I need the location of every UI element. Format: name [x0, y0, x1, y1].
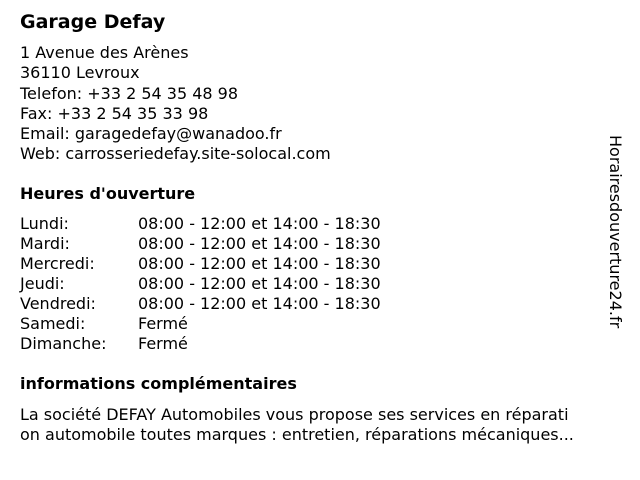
address-line-1: 1 Avenue des Arènes [20, 43, 189, 62]
business-name: Garage Defay [20, 11, 166, 33]
day-label: Mercredi: [20, 254, 95, 273]
day-hours: 08:00 - 12:00 et 14:00 - 18:30 [138, 274, 381, 293]
site-watermark: Horairesdouverture24.fr [606, 135, 625, 329]
day-hours: 08:00 - 12:00 et 14:00 - 18:30 [138, 214, 381, 233]
info-text-line-2: on automobile toutes marques : entretien, réparations mécaniques... [20, 425, 574, 444]
day-label: Mardi: [20, 234, 70, 253]
info-heading: informations complémentaires [20, 374, 297, 393]
day-hours: 08:00 - 12:00 et 14:00 - 18:30 [138, 254, 381, 273]
day-hours: 08:00 - 12:00 et 14:00 - 18:30 [138, 234, 381, 253]
day-label: Samedi: [20, 314, 86, 333]
day-label: Vendredi: [20, 294, 96, 313]
info-text-line-1: La société DEFAY Automobiles vous propose ses services en réparati [20, 405, 569, 424]
fax-number: Fax: +33 2 54 35 33 98 [20, 104, 209, 123]
phone-number: Telefon: +33 2 54 35 48 98 [20, 84, 239, 103]
website: Web: carrosseriedefay.site-solocal.com [20, 144, 331, 163]
hours-heading: Heures d'ouverture [20, 184, 196, 203]
day-hours: Fermé [138, 314, 188, 333]
day-label: Dimanche: [20, 334, 107, 353]
email-address: Email: garagedefay@wanadoo.fr [20, 124, 282, 143]
day-label: Jeudi: [20, 274, 65, 293]
day-hours: Fermé [138, 334, 188, 353]
day-hours: 08:00 - 12:00 et 14:00 - 18:30 [138, 294, 381, 313]
day-label: Lundi: [20, 214, 69, 233]
address-line-2: 36110 Levroux [20, 63, 140, 82]
